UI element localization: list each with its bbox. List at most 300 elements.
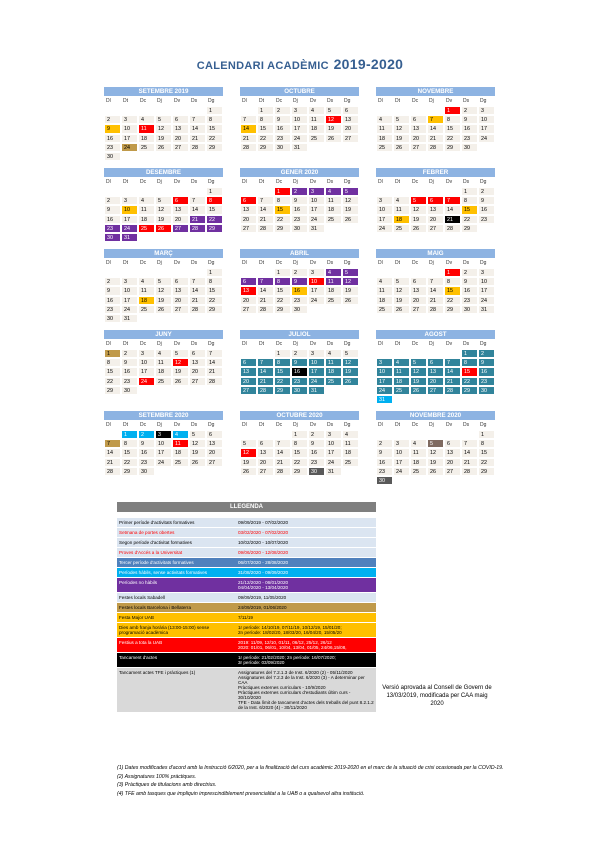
- day-cell: 19: [155, 134, 172, 143]
- day-cell: 13: [427, 205, 444, 214]
- day-grid: [376, 349, 495, 404]
- empty-cell: [376, 349, 393, 358]
- weekday-label: Dj: [293, 260, 298, 266]
- day-cell: 23: [138, 458, 155, 467]
- empty-cell: [257, 430, 274, 439]
- empty-cell: [274, 430, 291, 439]
- day-cell: 27: [189, 377, 206, 386]
- day-cell: 28: [240, 143, 257, 152]
- day-cell: 5: [410, 196, 427, 205]
- weekday-header: [240, 421, 359, 430]
- empty-cell: [427, 430, 444, 439]
- day-cell: 10: [308, 358, 325, 367]
- day-cell: 9: [478, 358, 495, 367]
- day-cell: 17: [478, 286, 495, 295]
- day-cell: 1: [461, 349, 478, 358]
- legend-value: 7/11/19: [238, 615, 253, 620]
- day-cell: 16: [478, 367, 495, 376]
- day-cell: 25: [325, 377, 342, 386]
- day-cell: 11: [393, 367, 410, 376]
- empty-cell: [155, 106, 172, 115]
- day-cell: 13: [172, 124, 189, 133]
- day-cell: 14: [461, 448, 478, 457]
- day-cell: 23: [478, 215, 495, 224]
- legend-label: Tercer període d'activitats formatives: [119, 560, 194, 565]
- day-cell: 11: [138, 124, 155, 133]
- day-cell: 18: [393, 377, 410, 386]
- empty-cell: [155, 268, 172, 277]
- day-cell: 25: [376, 143, 393, 152]
- day-cell: 16: [121, 367, 138, 376]
- day-cell: 24: [308, 215, 325, 224]
- day-cell: 18: [325, 367, 342, 376]
- day-cell: 24: [478, 296, 495, 305]
- day-cell: 11: [172, 439, 189, 448]
- day-cell: 22: [257, 134, 274, 143]
- empty-cell: [410, 106, 427, 115]
- day-cell: 11: [138, 286, 155, 295]
- day-cell: 25: [393, 224, 410, 233]
- day-cell: 10: [325, 439, 342, 448]
- empty-cell: [257, 187, 274, 196]
- weekday-label: Dc: [276, 341, 283, 347]
- weekday-label: Dv: [446, 179, 453, 185]
- day-cell: 22: [291, 458, 308, 467]
- day-cell: 3: [325, 430, 342, 439]
- day-cell: 16: [138, 448, 155, 457]
- day-cell: 18: [393, 215, 410, 224]
- day-cell: 1: [291, 430, 308, 439]
- day-cell: 21: [240, 134, 257, 143]
- weekday-label: Dj: [429, 422, 434, 428]
- day-cell: 10: [291, 115, 308, 124]
- weekday-label: Dg: [208, 179, 215, 185]
- day-cell: 5: [155, 115, 172, 124]
- day-cell: 12: [155, 286, 172, 295]
- day-cell: 4: [138, 277, 155, 286]
- day-cell: 29: [121, 467, 138, 476]
- legend-value: 06/07/2020 - 28/08/2020: [238, 560, 289, 565]
- day-cell: 2: [274, 106, 291, 115]
- empty-cell: [121, 106, 138, 115]
- day-cell: 23: [291, 377, 308, 386]
- day-cell: 11: [325, 358, 342, 367]
- day-cell: 3: [308, 268, 325, 277]
- day-cell: 8: [461, 358, 478, 367]
- weekday-label: Dj: [157, 98, 162, 104]
- day-cell: 6: [410, 277, 427, 286]
- weekday-label: Dg: [208, 422, 215, 428]
- legend-value: 24/09/2019, 01/06/2020: [238, 605, 287, 610]
- day-cell: 26: [410, 386, 427, 395]
- day-cell: 12: [393, 124, 410, 133]
- day-cell: 24: [478, 134, 495, 143]
- day-cell: 10: [121, 286, 138, 295]
- day-cell: 24: [121, 143, 138, 152]
- day-cell: 7: [427, 277, 444, 286]
- month-name: GENER 2020: [240, 168, 359, 177]
- weekday-label: Dj: [157, 422, 162, 428]
- weekday-label: Dc: [412, 422, 419, 428]
- weekday-label: Dj: [157, 260, 162, 266]
- day-cell: 14: [444, 367, 461, 376]
- day-cell: 23: [274, 134, 291, 143]
- day-cell: 24: [291, 134, 308, 143]
- day-cell: 22: [478, 458, 495, 467]
- weekday-label: Dv: [174, 422, 181, 428]
- day-cell: 1: [461, 187, 478, 196]
- legend-row: [117, 568, 376, 578]
- day-cell: 3: [155, 430, 172, 439]
- day-cell: 21: [274, 458, 291, 467]
- page-title: [0, 56, 600, 74]
- empty-cell: [257, 268, 274, 277]
- legend-row: [117, 578, 376, 593]
- legend-label: Tancament d'actes: [119, 655, 158, 660]
- day-cell: 19: [393, 134, 410, 143]
- day-cell: 17: [376, 215, 393, 224]
- day-cell: 8: [206, 277, 223, 286]
- legend-label: Proves d'Accés a la Universitat: [119, 550, 183, 555]
- day-cell: 18: [325, 205, 342, 214]
- month-name: MARÇ: [104, 249, 223, 258]
- legend-value: 10/02/2020 - 10/07/2020: [238, 540, 289, 545]
- day-cell: 4: [325, 268, 342, 277]
- day-cell: 17: [121, 134, 138, 143]
- legend-table: [117, 502, 376, 713]
- day-cell: 30: [291, 224, 308, 233]
- day-cell: 27: [410, 143, 427, 152]
- weekday-label: Dv: [174, 260, 181, 266]
- day-grid: [104, 430, 223, 476]
- day-cell: 1: [274, 187, 291, 196]
- day-cell: 1: [121, 430, 138, 439]
- title-year: 2019-2020: [333, 56, 404, 72]
- day-cell: 21: [104, 458, 121, 467]
- day-cell: 25: [172, 458, 189, 467]
- day-cell: 3: [478, 106, 495, 115]
- day-cell: 21: [444, 215, 461, 224]
- day-cell: 20: [342, 124, 359, 133]
- day-cell: 18: [376, 134, 393, 143]
- day-cell: 2: [478, 349, 495, 358]
- weekday-header: [104, 259, 223, 268]
- month-name: MAIG: [376, 249, 495, 258]
- empty-cell: [444, 430, 461, 439]
- day-cell: 12: [427, 448, 444, 457]
- day-cell: 17: [121, 296, 138, 305]
- footnote: (4) TFE amb tasques que impliquin imprescindiblement presencialitat a la UAB o a qualsevol altra institució.: [117, 790, 365, 797]
- day-cell: 12: [189, 439, 206, 448]
- day-grid: [376, 106, 495, 152]
- day-cell: 20: [240, 296, 257, 305]
- day-cell: 9: [376, 448, 393, 457]
- empty-cell: [376, 187, 393, 196]
- day-cell: 17: [308, 205, 325, 214]
- day-cell: 6: [410, 115, 427, 124]
- day-cell: 8: [291, 439, 308, 448]
- footnote: (3) Pràctiques de titulacions amb directrius.: [117, 782, 217, 788]
- weekday-label: Ds: [191, 341, 198, 347]
- day-cell: 22: [274, 215, 291, 224]
- month-name: FEBRER: [376, 168, 495, 177]
- empty-cell: [104, 187, 121, 196]
- day-cell: 31: [121, 233, 138, 242]
- month-calendar: [240, 168, 359, 233]
- day-cell: 25: [308, 134, 325, 143]
- legend-row: [117, 558, 376, 568]
- day-cell: 8: [444, 115, 461, 124]
- day-cell: 13: [342, 115, 359, 124]
- day-cell: 20: [172, 134, 189, 143]
- legend-label: Períodes no hàbils: [119, 580, 158, 585]
- day-cell: 3: [291, 106, 308, 115]
- empty-cell: [240, 268, 257, 277]
- day-cell: 14: [240, 124, 257, 133]
- day-cell: 26: [342, 296, 359, 305]
- day-cell: 25: [138, 224, 155, 233]
- legend-row: [117, 528, 376, 538]
- day-cell: 30: [308, 467, 325, 476]
- day-cell: 14: [104, 448, 121, 457]
- day-cell: 8: [206, 115, 223, 124]
- day-cell: 8: [206, 196, 223, 205]
- day-cell: 8: [274, 358, 291, 367]
- day-cell: 27: [240, 305, 257, 314]
- weekday-label: Dj: [429, 341, 434, 347]
- day-cell: 16: [291, 205, 308, 214]
- day-cell: 5: [172, 349, 189, 358]
- day-cell: 20: [172, 215, 189, 224]
- day-cell: 14: [189, 124, 206, 133]
- day-cell: 2: [461, 268, 478, 277]
- day-cell: 4: [342, 430, 359, 439]
- weekday-label: Dv: [310, 260, 317, 266]
- empty-cell: [393, 349, 410, 358]
- weekday-label: Dc: [140, 179, 147, 185]
- weekday-label: Dl: [242, 341, 247, 347]
- day-cell: 9: [138, 439, 155, 448]
- day-cell: 7: [444, 196, 461, 205]
- empty-cell: [121, 187, 138, 196]
- day-cell: 18: [138, 134, 155, 143]
- day-cell: 5: [410, 358, 427, 367]
- weekday-label: Dv: [174, 179, 181, 185]
- day-cell: 27: [240, 224, 257, 233]
- day-cell: 24: [393, 467, 410, 476]
- weekday-label: Dl: [106, 341, 111, 347]
- empty-cell: [240, 430, 257, 439]
- empty-cell: [240, 349, 257, 358]
- empty-cell: [138, 106, 155, 115]
- weekday-label: Dg: [480, 179, 487, 185]
- weekday-label: Dt: [123, 98, 128, 104]
- weekday-label: Dl: [242, 179, 247, 185]
- day-cell: 31: [121, 314, 138, 323]
- day-cell: 29: [461, 224, 478, 233]
- day-cell: 12: [393, 286, 410, 295]
- day-cell: 15: [274, 205, 291, 214]
- day-cell: 19: [410, 377, 427, 386]
- day-cell: 27: [172, 224, 189, 233]
- day-cell: 13: [427, 367, 444, 376]
- day-cell: 5: [342, 187, 359, 196]
- weekday-label: Dg: [208, 341, 215, 347]
- day-cell: 19: [342, 205, 359, 214]
- day-cell: 29: [444, 305, 461, 314]
- day-cell: 5: [393, 115, 410, 124]
- day-cell: 7: [274, 439, 291, 448]
- day-grid: [240, 430, 359, 476]
- day-cell: 17: [325, 448, 342, 457]
- day-cell: 7: [257, 358, 274, 367]
- day-cell: 17: [308, 286, 325, 295]
- weekday-label: Dl: [378, 260, 383, 266]
- day-cell: 12: [325, 115, 342, 124]
- empty-cell: [189, 106, 206, 115]
- day-cell: 23: [478, 377, 495, 386]
- weekday-label: Dt: [395, 341, 400, 347]
- weekday-label: Dv: [446, 422, 453, 428]
- weekday-label: Dc: [412, 179, 419, 185]
- empty-cell: [444, 187, 461, 196]
- day-cell: 8: [274, 196, 291, 205]
- day-cell: 26: [189, 458, 206, 467]
- day-cell: 4: [308, 106, 325, 115]
- weekday-label: Dv: [174, 98, 181, 104]
- day-cell: 20: [444, 458, 461, 467]
- day-cell: 22: [206, 215, 223, 224]
- weekday-header: [376, 421, 495, 430]
- day-cell: 7: [240, 115, 257, 124]
- day-cell: 29: [274, 305, 291, 314]
- day-cell: 20: [189, 367, 206, 376]
- weekday-label: Dg: [208, 260, 215, 266]
- day-cell: 22: [104, 377, 121, 386]
- day-cell: 16: [308, 448, 325, 457]
- weekday-label: Dc: [140, 260, 147, 266]
- day-cell: 9: [478, 196, 495, 205]
- weekday-label: Dg: [208, 98, 215, 104]
- month-calendar: [376, 249, 495, 314]
- day-cell: 8: [104, 358, 121, 367]
- legend-label: Festa Major UAB: [119, 615, 154, 620]
- day-cell: 17: [291, 124, 308, 133]
- weekday-label: Dl: [242, 260, 247, 266]
- empty-cell: [172, 268, 189, 277]
- day-cell: 21: [461, 458, 478, 467]
- day-cell: 6: [172, 115, 189, 124]
- day-cell: 25: [138, 143, 155, 152]
- day-cell: 4: [376, 115, 393, 124]
- empty-cell: [376, 268, 393, 277]
- day-cell: 6: [444, 439, 461, 448]
- weekday-label: Dl: [106, 98, 111, 104]
- day-cell: 20: [240, 215, 257, 224]
- weekday-label: Dc: [140, 422, 147, 428]
- day-cell: 22: [206, 134, 223, 143]
- weekday-label: Dj: [429, 260, 434, 266]
- day-cell: 1: [478, 430, 495, 439]
- weekday-label: Dj: [293, 179, 298, 185]
- day-cell: 23: [461, 296, 478, 305]
- day-cell: 21: [257, 377, 274, 386]
- legend-label: Segon període d'activitat formatives: [119, 540, 192, 545]
- month-calendar: [376, 168, 495, 233]
- weekday-label: Dl: [242, 422, 247, 428]
- day-cell: 5: [189, 430, 206, 439]
- day-cell: 21: [427, 134, 444, 143]
- weekday-header: [240, 178, 359, 187]
- day-cell: 24: [376, 386, 393, 395]
- day-cell: 10: [308, 277, 325, 286]
- day-cell: 25: [155, 377, 172, 386]
- weekday-label: Dl: [242, 98, 247, 104]
- day-cell: 12: [155, 124, 172, 133]
- day-cell: 30: [478, 386, 495, 395]
- weekday-label: Dg: [480, 98, 487, 104]
- day-cell: 5: [155, 196, 172, 205]
- weekday-label: Dc: [276, 98, 283, 104]
- day-cell: 26: [410, 224, 427, 233]
- month-calendar: [376, 411, 495, 485]
- day-cell: 31: [308, 386, 325, 395]
- day-cell: 29: [206, 305, 223, 314]
- version-note: Versió aprovada al Consell de Govern de 13/03/2019, modificada per CAA maig 2020: [382, 685, 492, 707]
- day-cell: 15: [257, 124, 274, 133]
- day-cell: 21: [427, 296, 444, 305]
- day-cell: 1: [444, 268, 461, 277]
- day-cell: 11: [155, 358, 172, 367]
- weekday-header: [104, 97, 223, 106]
- day-cell: 3: [393, 439, 410, 448]
- day-cell: 15: [444, 286, 461, 295]
- empty-cell: [172, 187, 189, 196]
- weekday-label: Dt: [259, 422, 264, 428]
- day-cell: 25: [393, 386, 410, 395]
- day-cell: 17: [393, 458, 410, 467]
- day-cell: 15: [461, 367, 478, 376]
- day-cell: 28: [274, 467, 291, 476]
- month-name: NOVEMBRE 2020: [376, 411, 495, 420]
- empty-cell: [393, 268, 410, 277]
- day-cell: 10: [478, 115, 495, 124]
- day-cell: 3: [121, 277, 138, 286]
- weekday-header: [376, 178, 495, 187]
- day-cell: 4: [325, 187, 342, 196]
- day-cell: 22: [461, 377, 478, 386]
- day-cell: 9: [104, 205, 121, 214]
- day-cell: 24: [121, 224, 138, 233]
- day-cell: 15: [206, 286, 223, 295]
- day-cell: 22: [461, 215, 478, 224]
- day-cell: 3: [121, 115, 138, 124]
- weekday-label: Dc: [412, 341, 419, 347]
- empty-cell: [138, 268, 155, 277]
- day-cell: 16: [104, 215, 121, 224]
- day-cell: 6: [257, 439, 274, 448]
- day-cell: 6: [172, 196, 189, 205]
- empty-cell: [189, 187, 206, 196]
- day-cell: 24: [376, 224, 393, 233]
- day-cell: 7: [257, 277, 274, 286]
- day-cell: 12: [410, 205, 427, 214]
- legend-row: [117, 548, 376, 558]
- weekday-label: Dv: [446, 260, 453, 266]
- weekday-label: Dj: [157, 179, 162, 185]
- empty-cell: [427, 349, 444, 358]
- day-cell: 3: [376, 358, 393, 367]
